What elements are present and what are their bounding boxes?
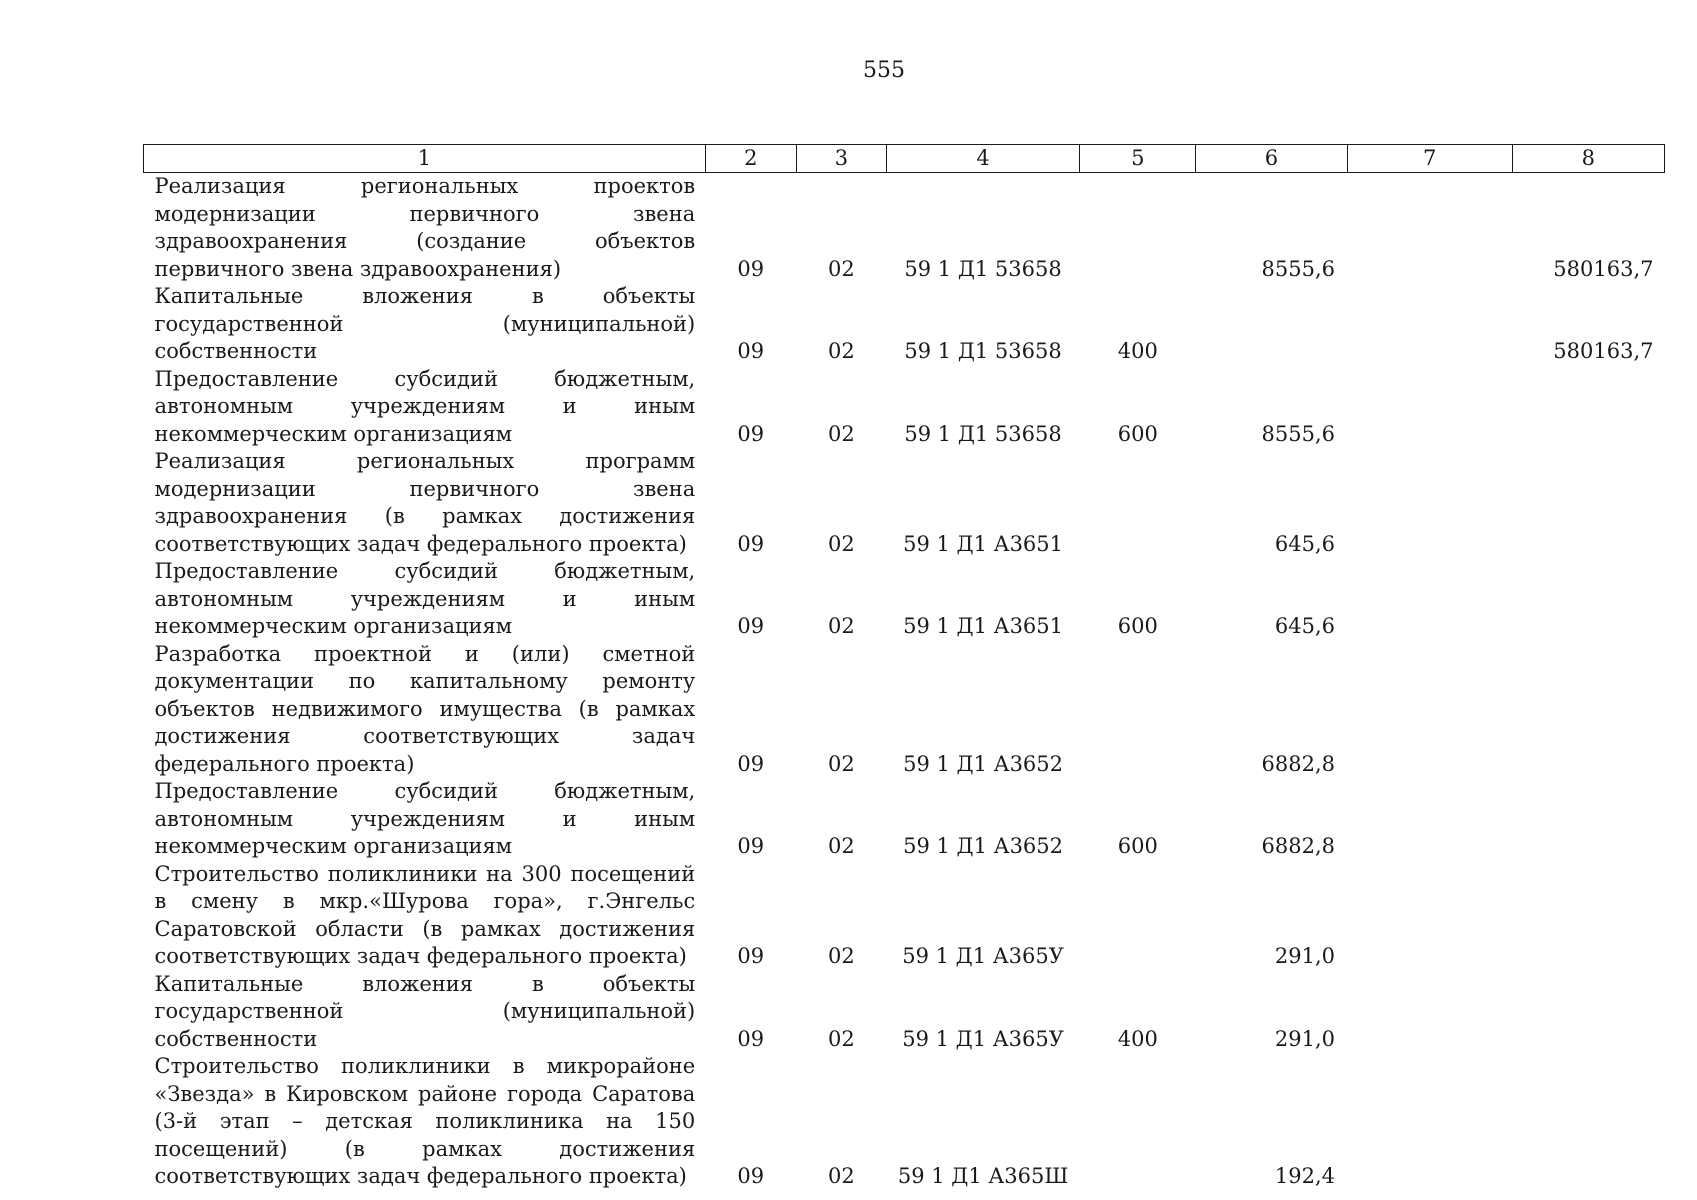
header-cell-7: 7 — [1347, 145, 1512, 173]
amount-col-6 — [1196, 283, 1347, 366]
section-code: 09 — [737, 339, 765, 363]
expense-type-code: 600 — [1117, 614, 1158, 638]
amount-col-7 — [1347, 448, 1512, 558]
target-article-code: 59 1 Д1 А3652 — [903, 834, 1064, 858]
amount-col-6: 8555,6 — [1261, 421, 1336, 446]
section-code: 09 — [737, 421, 765, 446]
table-row — [144, 1053, 1665, 1191]
amount-col-7 — [1347, 778, 1512, 861]
amount-col-6: 8555,6 — [1261, 256, 1336, 281]
table-row — [144, 971, 1665, 1054]
amount-col-8 — [1512, 861, 1664, 971]
row-description: Строительство поликлиники на 300 посещений в смену в мкр.«Шурова гора», г.Энгельс Саратовской области (в рамках достижения соответствующих задач федерального проекта) — [154, 861, 696, 968]
expense-type-code — [1080, 173, 1196, 284]
amount-col-6: 6882,8 — [1261, 751, 1336, 776]
amount-col-8 — [1512, 778, 1664, 861]
subsection-code: 02 — [828, 1026, 855, 1051]
header-cell-4: 4 — [886, 145, 1079, 173]
expense-type-code — [1080, 641, 1196, 779]
section-code: 09 — [737, 1164, 765, 1188]
subsection-code: 02 — [828, 1164, 855, 1188]
expense-type-code: 400 — [1117, 1026, 1158, 1051]
subsection-code: 02 — [828, 531, 855, 556]
subsection-code: 02 — [828, 339, 855, 363]
amount-col-8 — [1512, 971, 1664, 1054]
target-article-code: 59 1 Д1 53658 — [904, 256, 1062, 281]
target-article-code: 59 1 Д1 А365У — [902, 944, 1064, 968]
target-article-code: 59 1 Д1 53658 — [904, 339, 1062, 363]
header-cell-6: 6 — [1196, 145, 1347, 173]
amount-col-7 — [1347, 1053, 1512, 1191]
amount-col-6: 645,6 — [1274, 531, 1336, 556]
table-row — [144, 448, 1665, 558]
section-code: 09 — [737, 1026, 765, 1051]
amount-col-6: 291,0 — [1274, 1026, 1336, 1051]
amount-col-7 — [1347, 971, 1512, 1054]
table-row — [144, 778, 1665, 861]
amount-col-7 — [1347, 366, 1512, 449]
subsection-code: 02 — [828, 256, 855, 281]
row-description: Строительство поликлиники в микрорайоне «Звезда» в Кировском районе города Саратова (3-й этап – детская поликлиника на 150 посещений) (в рамках достижения соответствующих задач федерального проекта) — [154, 1054, 696, 1188]
subsection-code: 02 — [828, 751, 855, 776]
table-row — [144, 173, 1665, 284]
row-description: Предоставление субсидий бюджетным, автономным учреждениям и иным некоммерческим организациям — [154, 559, 696, 638]
header-cell-3: 3 — [796, 145, 886, 173]
target-article-code: 59 1 Д1 А365У — [902, 1026, 1064, 1051]
row-description: Капитальные вложения в объекты государственной (муниципальной) собственности — [154, 284, 696, 363]
amount-col-8 — [1512, 366, 1664, 449]
amount-col-8: 580163,7 — [1553, 339, 1654, 363]
target-article-code: 59 1 Д1 А3651 — [903, 531, 1064, 556]
target-article-code: 59 1 Д1 А3652 — [903, 751, 1064, 776]
amount-col-7 — [1347, 173, 1512, 284]
header-cell-1: 1 — [144, 145, 706, 173]
row-description: Реализация региональных проектов модернизации первичного звена здравоохранения (создание объектов первичного звена здравоохранения) — [154, 174, 696, 281]
row-description: Реализация региональных программ модернизации первичного звена здравоохранения (в рамках достижения соответствующих задач федерального проекта) — [154, 449, 696, 556]
subsection-code: 02 — [828, 834, 855, 858]
amount-col-6: 6882,8 — [1261, 834, 1336, 858]
amount-col-6: 645,6 — [1274, 614, 1336, 638]
expense-type-code: 600 — [1117, 421, 1158, 446]
section-code: 09 — [737, 614, 765, 638]
amount-col-7 — [1347, 283, 1512, 366]
amount-col-6: 192,4 — [1274, 1164, 1336, 1188]
amount-col-7 — [1347, 558, 1512, 641]
header-row — [144, 145, 1665, 173]
amount-col-6: 291,0 — [1274, 944, 1336, 968]
expense-type-code: 600 — [1117, 834, 1158, 858]
target-article-code: 59 1 Д1 А365Ш — [897, 1164, 1069, 1188]
subsection-code: 02 — [828, 944, 855, 968]
table-row — [144, 283, 1665, 366]
table-row — [144, 558, 1665, 641]
expense-type-code — [1080, 1053, 1196, 1191]
table-row — [144, 641, 1665, 779]
section-code: 09 — [737, 751, 765, 776]
row-description: Капитальные вложения в объекты государственной (муниципальной) собственности — [154, 971, 696, 1051]
amount-col-8 — [1512, 558, 1664, 641]
section-code: 09 — [737, 256, 765, 281]
row-description: Предоставление субсидий бюджетным, автономным учреждениям и иным некоммерческим организациям — [154, 366, 696, 446]
subsection-code: 02 — [828, 614, 855, 638]
budget-table — [143, 144, 1665, 1191]
expense-type-code: 400 — [1117, 339, 1158, 363]
table-row — [144, 366, 1665, 449]
row-description: Предоставление субсидий бюджетным, автономным учреждениям и иным некоммерческим организациям — [154, 779, 696, 858]
header-cell-5: 5 — [1080, 145, 1196, 173]
table-row — [144, 861, 1665, 971]
expense-type-code — [1080, 861, 1196, 971]
amount-col-7 — [1347, 861, 1512, 971]
target-article-code: 59 1 Д1 53658 — [904, 421, 1062, 446]
header-cell-2: 2 — [705, 145, 796, 173]
amount-col-8 — [1512, 448, 1664, 558]
subsection-code: 02 — [828, 421, 855, 446]
amount-col-8: 580163,7 — [1553, 256, 1654, 281]
expense-type-code — [1080, 448, 1196, 558]
header-cell-8: 8 — [1512, 145, 1664, 173]
section-code: 09 — [737, 531, 765, 556]
row-description: Разработка проектной и (или) сметной документации по капитальному ремонту объектов недвижимого имущества (в рамках достижения соответствующих задач федерального проекта) — [154, 641, 696, 776]
section-code: 09 — [737, 834, 765, 858]
amount-col-8 — [1512, 641, 1664, 779]
target-article-code: 59 1 Д1 А3651 — [903, 614, 1064, 638]
amount-col-7 — [1347, 641, 1512, 779]
page-number: 555 — [863, 58, 905, 83]
amount-col-8 — [1512, 1053, 1664, 1191]
section-code: 09 — [737, 944, 765, 968]
